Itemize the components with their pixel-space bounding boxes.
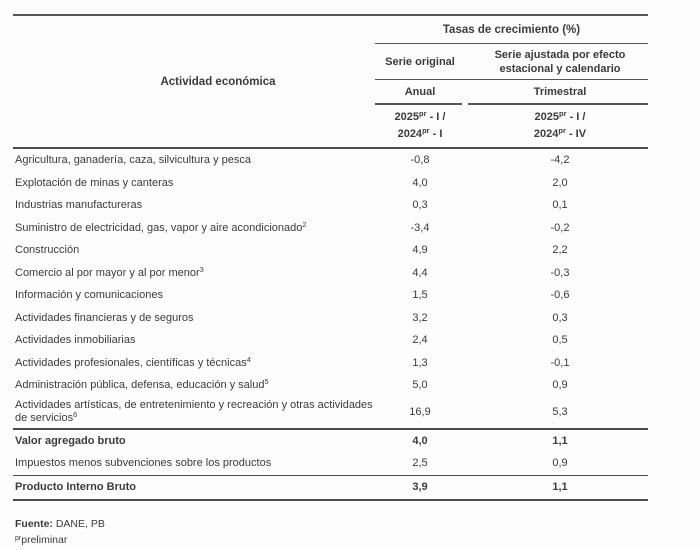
- row-label: Explotación de minas y canteras: [15, 176, 174, 189]
- row-value-trimestral: -0,1: [550, 356, 570, 369]
- row-label: Producto Interno Bruto: [15, 481, 136, 494]
- trimestral-header: Trimestral: [533, 85, 587, 98]
- period-trimestral: [465, 105, 648, 148]
- pr-superscript: pr: [419, 108, 427, 118]
- table-row-minas: [13, 172, 648, 195]
- growth-rates-table: [13, 14, 648, 501]
- serie-ajustada-header: Serie ajustada por efecto estacional y calendario: [494, 48, 626, 75]
- row-value-anual: 3,2: [412, 311, 428, 324]
- row-value-trimestral: 0,5: [552, 334, 568, 347]
- row-label: Actividades financieras y de seguros: [15, 311, 194, 324]
- row-value-trimestral: 2,0: [552, 176, 568, 189]
- row-label: Actividades profesionales, científicas y técnicas$^4$: [15, 354, 251, 369]
- period-anual-line2: $2024^{pr}$ - I: [397, 125, 443, 140]
- anual-header: Anual: [404, 85, 436, 98]
- row-value-trimestral: 0,9: [552, 379, 568, 392]
- row-value-anual: 4,0: [412, 176, 428, 189]
- row-value-anual: 1,5: [412, 289, 428, 302]
- period-anual: [375, 105, 465, 148]
- table-row-valor-agregado-bruto: [13, 430, 648, 453]
- period-trimestral-line1: $2025^{pr}$ - I /: [534, 108, 586, 123]
- activity-column-header: Actividad económica: [160, 75, 276, 88]
- row-value-anual: -0,8: [410, 154, 430, 167]
- sub-header-row: [375, 80, 648, 103]
- table-row-profesionales: [13, 352, 648, 375]
- row-value-anual: 3,9: [412, 481, 428, 494]
- table-row-construccion: [13, 239, 648, 262]
- row-value-trimestral: -4,2: [550, 154, 570, 167]
- row-value-anual: 1,3: [412, 356, 428, 369]
- pr-superscript: pr: [559, 108, 567, 118]
- table-row-informacion: [13, 284, 648, 307]
- table-row-inmobiliarias: [13, 329, 648, 352]
- pr-superscript: pr: [15, 535, 22, 542]
- footnote-superscript: 4: [246, 354, 251, 364]
- row-value-anual: 2,4: [412, 334, 428, 347]
- row-value-trimestral: 0,9: [552, 457, 568, 470]
- row-value-trimestral: 1,1: [552, 434, 568, 447]
- preliminary-note: [15, 532, 105, 548]
- footnote-superscript: 6: [73, 410, 78, 419]
- table-row-impuestos: [13, 452, 648, 475]
- row-value-trimestral: 1,1: [552, 481, 568, 494]
- row-label: Suministro de electricidad, gas, vapor y aire acondicionado$^2$: [15, 219, 307, 234]
- row-label: Comercio al por mayor y al por menor$^3$: [15, 264, 204, 279]
- row-label: Impuestos menos subvenciones sobre los productos: [15, 457, 272, 470]
- table-row-producto-interno-bruto: [13, 476, 648, 499]
- row-label: Industrias manufactureras: [15, 199, 143, 212]
- pr-superscript: pr: [558, 125, 566, 135]
- row-label: Administración pública, defensa, educación y salud$^5$: [15, 377, 269, 392]
- table-header: [13, 16, 648, 149]
- group-header-tasas: Tasas de crecimiento (%): [375, 16, 648, 44]
- table-row-financieras: [13, 307, 648, 330]
- row-value-trimestral: 0,3: [552, 311, 568, 324]
- row-label: Información y comunicaciones: [15, 289, 163, 302]
- row-value-trimestral: 5,3: [552, 406, 568, 418]
- table-bottom-rule: [13, 499, 648, 501]
- footnote-superscript: 2: [302, 219, 307, 229]
- row-label: Valor agregado bruto: [15, 434, 126, 447]
- table-row-manufactureras: [13, 194, 648, 217]
- table-footer: [15, 516, 105, 548]
- table-row-artisticas: [13, 397, 648, 428]
- row-label: Construcción: [15, 244, 80, 257]
- table-row-administracion: [13, 374, 648, 397]
- row-value-anual: 0,3: [412, 199, 428, 212]
- row-value-anual: 5,0: [412, 379, 428, 392]
- row-value-trimestral: -0,3: [550, 266, 570, 279]
- row-value-anual: 4,9: [412, 244, 428, 257]
- row-value-anual: 2,5: [412, 457, 428, 470]
- pr-superscript: pr: [422, 125, 430, 135]
- row-value-trimestral: -0,2: [550, 221, 570, 234]
- row-value-trimestral: 2,2: [552, 244, 568, 257]
- table-row-agricultura: [13, 149, 648, 172]
- serie-original-header: Serie original: [385, 55, 455, 68]
- growth-columns-header: [375, 16, 648, 147]
- footnote-superscript: 3: [199, 264, 204, 274]
- table-row-comercio: [13, 262, 648, 285]
- row-label: Agricultura, ganadería, caza, silvicultura y pesca: [15, 154, 252, 167]
- table-row-electricidad: [13, 217, 648, 240]
- preliminary-note-text: preliminar: [21, 534, 68, 546]
- source-value: DANE, PB: [55, 518, 105, 530]
- period-trimestral-line2: $2024^{pr}$ - IV: [533, 125, 587, 140]
- row-value-anual: 16,9: [409, 406, 431, 418]
- row-value-anual: -3,4: [410, 221, 430, 234]
- period-anual-line1: $2025^{pr}$ - I /: [394, 108, 446, 123]
- row-value-trimestral: 0,1: [552, 199, 568, 212]
- row-value-trimestral: -0,6: [550, 289, 570, 302]
- footnote-superscript: 5: [264, 377, 269, 387]
- series-header-row: [375, 44, 648, 80]
- row-value-anual: 4,4: [412, 266, 428, 279]
- period-header-row: [375, 105, 648, 148]
- row-label: Actividades inmobiliarias: [15, 334, 136, 347]
- row-value-anual: 4,0: [412, 434, 428, 447]
- source-line: [15, 516, 105, 532]
- row-label: Actividades artísticas, de entretenimiento y recreación y otras actividades de servicios$^6$: [15, 398, 373, 424]
- source-label: Fuente:: [15, 518, 53, 530]
